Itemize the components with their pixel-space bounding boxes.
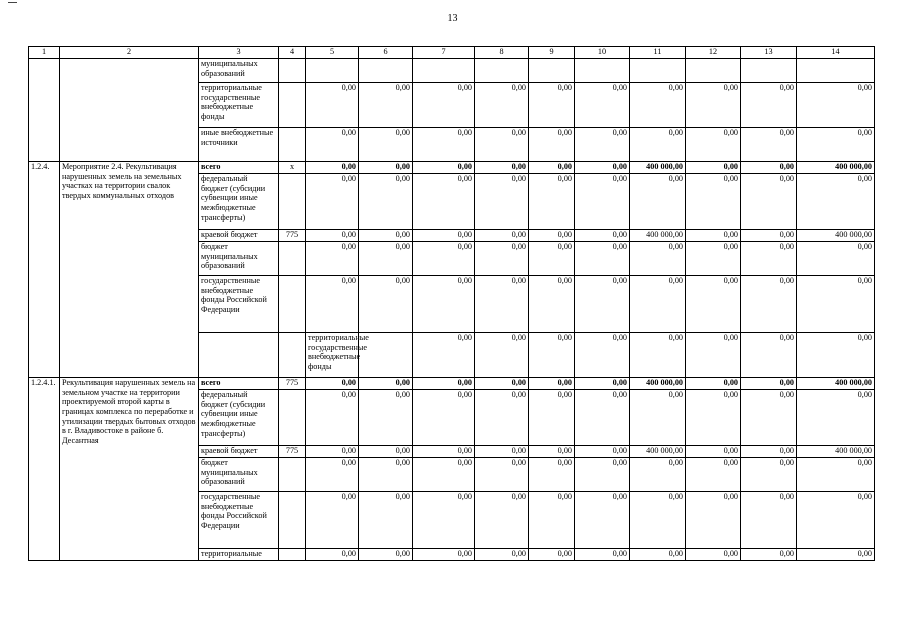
corner-mark [8, 2, 17, 3]
value-cell: 0,00 [413, 333, 475, 378]
table-row [29, 162, 875, 174]
value-cell: 0,00 [630, 174, 686, 230]
item-number-cell [199, 333, 279, 378]
item-number-cell: 1.2.4.1. [29, 378, 60, 561]
value-cell: 400 000,00 [797, 230, 875, 242]
header-col-5: 5 [306, 47, 359, 59]
value-cell: 0,00 [359, 378, 413, 390]
page-number: 13 [447, 13, 458, 24]
header-col-6: 6 [359, 47, 413, 59]
code-cell [279, 492, 306, 549]
value-cell: 0,00 [359, 242, 413, 276]
value-cell: 0,00 [575, 446, 630, 458]
value-cell: 0,00 [686, 83, 741, 128]
value-cell: 0,00 [575, 333, 630, 378]
value-cell: 0,00 [686, 446, 741, 458]
value-cell: 0,00 [529, 128, 575, 162]
value-cell: 0,00 [475, 174, 529, 230]
value-cell: 0,00 [306, 276, 359, 333]
value-cell: 0,00 [529, 458, 575, 492]
value-cell: 0,00 [686, 492, 741, 549]
value-cell: 0,00 [686, 242, 741, 276]
value-cell [686, 59, 741, 83]
funding-source-cell: бюджет муниципальных образований [199, 458, 279, 492]
code-cell [279, 83, 306, 128]
item-name-cell: Мероприятие 2.4. Рекультивация нарушенных земель на земельных участках на территории свалок твердых коммунальных отходов [60, 162, 199, 378]
value-cell: 400 000,00 [797, 162, 875, 174]
value-cell: 0,00 [413, 549, 475, 561]
value-cell: 0,00 [306, 174, 359, 230]
value-cell: 0,00 [306, 162, 359, 174]
code-cell: 775 [279, 230, 306, 242]
code-cell: 775 [279, 378, 306, 390]
value-cell [797, 59, 875, 83]
value-cell: 0,00 [741, 458, 797, 492]
value-cell: 0,00 [529, 378, 575, 390]
value-cell: 0,00 [741, 83, 797, 128]
value-cell: 0,00 [575, 276, 630, 333]
value-cell: 0,00 [413, 230, 475, 242]
value-cell: 0,00 [575, 162, 630, 174]
value-cell: 0,00 [475, 492, 529, 549]
value-cell [306, 59, 359, 83]
value-cell: 0,00 [529, 333, 575, 378]
value-cell: 0,00 [741, 492, 797, 549]
header-col-11: 11 [630, 47, 686, 59]
code-cell [279, 276, 306, 333]
funding-source-cell: федеральный бюджет (субсидии субвенции иные межбюджетные трансферты) [199, 174, 279, 230]
value-cell: 0,00 [359, 390, 413, 446]
value-cell: 0,00 [475, 446, 529, 458]
header-col-3: 3 [199, 47, 279, 59]
value-cell: 0,00 [306, 446, 359, 458]
value-cell: 0,00 [575, 128, 630, 162]
value-cell: 0,00 [475, 242, 529, 276]
value-cell: 0,00 [359, 446, 413, 458]
value-cell: 0,00 [741, 230, 797, 242]
value-cell: 0,00 [630, 390, 686, 446]
value-cell: 0,00 [741, 128, 797, 162]
value-cell: 0,00 [630, 276, 686, 333]
value-cell: 0,00 [475, 549, 529, 561]
header-row [29, 47, 875, 59]
value-cell: 0,00 [413, 128, 475, 162]
value-cell: 0,00 [797, 128, 875, 162]
header-col-12: 12 [686, 47, 741, 59]
code-cell [279, 390, 306, 446]
item-name-cell [279, 333, 306, 378]
value-cell [413, 59, 475, 83]
value-cell: 0,00 [797, 276, 875, 333]
code-cell [279, 549, 306, 561]
value-cell: 0,00 [529, 174, 575, 230]
value-cell: 0,00 [306, 128, 359, 162]
value-cell: 0,00 [475, 276, 529, 333]
value-cell: 0,00 [359, 230, 413, 242]
value-cell: 0,00 [413, 492, 475, 549]
value-cell: 0,00 [741, 378, 797, 390]
value-cell: 0,00 [529, 230, 575, 242]
funding-source-cell: всего [199, 162, 279, 174]
value-cell: 0,00 [306, 230, 359, 242]
value-cell: 400 000,00 [797, 446, 875, 458]
value-cell: 0,00 [741, 446, 797, 458]
value-cell: 0,00 [575, 230, 630, 242]
value-cell: 0,00 [686, 276, 741, 333]
value-cell: 0,00 [575, 492, 630, 549]
value-cell: 0,00 [741, 390, 797, 446]
funding-source-cell: государственные внебюджетные фонды Российской Федерации [199, 276, 279, 333]
value-cell: 0,00 [306, 549, 359, 561]
header-col-9: 9 [529, 47, 575, 59]
header-col-1: 1 [29, 47, 60, 59]
value-cell: 0,00 [413, 83, 475, 128]
value-cell: 400 000,00 [630, 378, 686, 390]
value-cell: 400 000,00 [630, 162, 686, 174]
value-cell: 0,00 [741, 333, 797, 378]
value-cell: 0,00 [529, 83, 575, 128]
value-cell: 0,00 [686, 128, 741, 162]
value-cell [529, 59, 575, 83]
value-cell: 0,00 [306, 390, 359, 446]
funding-source-cell: государственные внебюджетные фонды Российской Федерации [199, 492, 279, 549]
item-name-cell [60, 59, 199, 162]
header-col-7: 7 [413, 47, 475, 59]
header-col-2: 2 [60, 47, 199, 59]
value-cell: 0,00 [630, 549, 686, 561]
code-cell [279, 242, 306, 276]
value-cell: 0,00 [686, 458, 741, 492]
value-cell: 0,00 [630, 458, 686, 492]
value-cell: 0,00 [630, 83, 686, 128]
funding-source-cell: федеральный бюджет (субсидии субвенции иные межбюджетные трансферты) [199, 390, 279, 446]
funding-source-cell: краевой бюджет [199, 230, 279, 242]
value-cell: 0,00 [575, 174, 630, 230]
value-cell: 0,00 [575, 378, 630, 390]
value-cell: 0,00 [413, 162, 475, 174]
code-cell [279, 174, 306, 230]
funding-source-cell: всего [199, 378, 279, 390]
code-cell [279, 128, 306, 162]
value-cell [475, 59, 529, 83]
value-cell: 0,00 [475, 378, 529, 390]
header-col-10: 10 [575, 47, 630, 59]
value-cell: 0,00 [475, 162, 529, 174]
value-cell: 400 000,00 [630, 230, 686, 242]
value-cell: 0,00 [413, 242, 475, 276]
value-cell: 0,00 [630, 333, 686, 378]
value-cell: 0,00 [529, 162, 575, 174]
value-cell [741, 59, 797, 83]
value-cell: 0,00 [741, 162, 797, 174]
table-row [29, 59, 875, 83]
value-cell: 0,00 [529, 446, 575, 458]
value-cell: 0,00 [797, 549, 875, 561]
budget-table [28, 46, 875, 561]
value-cell: 400 000,00 [797, 378, 875, 390]
value-cell: 0,00 [575, 83, 630, 128]
value-cell: 0,00 [413, 458, 475, 492]
value-cell: 0,00 [686, 390, 741, 446]
value-cell: 0,00 [475, 83, 529, 128]
value-cell: 0,00 [529, 390, 575, 446]
item-number-cell [29, 59, 60, 162]
value-cell: 0,00 [686, 174, 741, 230]
value-cell: 0,00 [413, 446, 475, 458]
value-cell: 0,00 [306, 83, 359, 128]
value-cell: 0,00 [359, 458, 413, 492]
value-cell: 0,00 [575, 390, 630, 446]
funding-source-cell: иные внебюджетные источники [199, 128, 279, 162]
code-cell: 775 [279, 446, 306, 458]
value-cell: 0,00 [630, 492, 686, 549]
value-cell: 0,00 [529, 549, 575, 561]
value-cell [359, 59, 413, 83]
value-cell: 0,00 [475, 390, 529, 446]
value-cell: 0,00 [359, 492, 413, 549]
value-cell: 0,00 [475, 230, 529, 242]
value-cell: 0,00 [413, 390, 475, 446]
value-cell: 0,00 [306, 458, 359, 492]
value-cell: 0,00 [413, 276, 475, 333]
value-cell: 0,00 [575, 549, 630, 561]
value-cell: 0,00 [741, 242, 797, 276]
value-cell: 0,00 [413, 174, 475, 230]
funding-source-cell: краевой бюджет [199, 446, 279, 458]
value-cell: 0,00 [797, 174, 875, 230]
value-cell: 0,00 [359, 549, 413, 561]
value-cell: 0,00 [306, 492, 359, 549]
value-cell: 0,00 [575, 242, 630, 276]
value-cell: 0,00 [797, 333, 875, 378]
value-cell: 0,00 [475, 458, 529, 492]
value-cell: 0,00 [686, 333, 741, 378]
value-cell: 0,00 [686, 549, 741, 561]
value-cell [575, 59, 630, 83]
value-cell: 0,00 [741, 174, 797, 230]
header-col-4: 4 [279, 47, 306, 59]
item-name-cell: Рекультивация нарушенных земель на земельном участке на территории проектируемой второй карты в границах комплекса по переработке и утилизации твердых бытовых отходов в г. Владивостоке в районе б. Десантная [60, 378, 199, 561]
value-cell: 0,00 [741, 276, 797, 333]
header-col-14: 14 [797, 47, 875, 59]
value-cell: 0,00 [306, 378, 359, 390]
value-cell: 0,00 [475, 128, 529, 162]
value-cell: 0,00 [475, 333, 529, 378]
value-cell: 0,00 [413, 378, 475, 390]
code-cell [279, 458, 306, 492]
code-cell [279, 59, 306, 83]
value-cell: 0,00 [797, 492, 875, 549]
funding-source-cell: территориальные [199, 549, 279, 561]
value-cell: 400 000,00 [630, 446, 686, 458]
value-cell: 0,00 [306, 242, 359, 276]
value-cell: 0,00 [797, 390, 875, 446]
value-cell: 0,00 [797, 242, 875, 276]
value-cell: 0,00 [630, 128, 686, 162]
value-cell: 0,00 [630, 242, 686, 276]
value-cell: 0,00 [529, 492, 575, 549]
value-cell: 0,00 [359, 162, 413, 174]
value-cell: 0,00 [686, 378, 741, 390]
value-cell: 0,00 [741, 549, 797, 561]
code-cell: х [279, 162, 306, 174]
value-cell: 0,00 [529, 242, 575, 276]
funding-source-cell: муниципальных образований [199, 59, 279, 83]
value-cell: 0,00 [686, 230, 741, 242]
value-cell: 0,00 [575, 458, 630, 492]
value-cell: 0,00 [359, 276, 413, 333]
value-cell: 0,00 [359, 128, 413, 162]
item-number-cell: 1.2.4. [29, 162, 60, 378]
value-cell: 0,00 [359, 83, 413, 128]
funding-source-cell: территориальные государственные внебюджетные фонды [306, 333, 359, 378]
value-cell: 0,00 [797, 458, 875, 492]
funding-source-cell: территориальные государственные внебюджетные фонды [199, 83, 279, 128]
value-cell: 0,00 [797, 83, 875, 128]
value-cell: 0,00 [359, 174, 413, 230]
funding-source-cell: бюджет муниципальных образований [199, 242, 279, 276]
table-row [29, 378, 875, 390]
value-cell: 0,00 [686, 162, 741, 174]
value-cell [630, 59, 686, 83]
header-col-13: 13 [741, 47, 797, 59]
value-cell: 0,00 [529, 276, 575, 333]
header-col-8: 8 [475, 47, 529, 59]
